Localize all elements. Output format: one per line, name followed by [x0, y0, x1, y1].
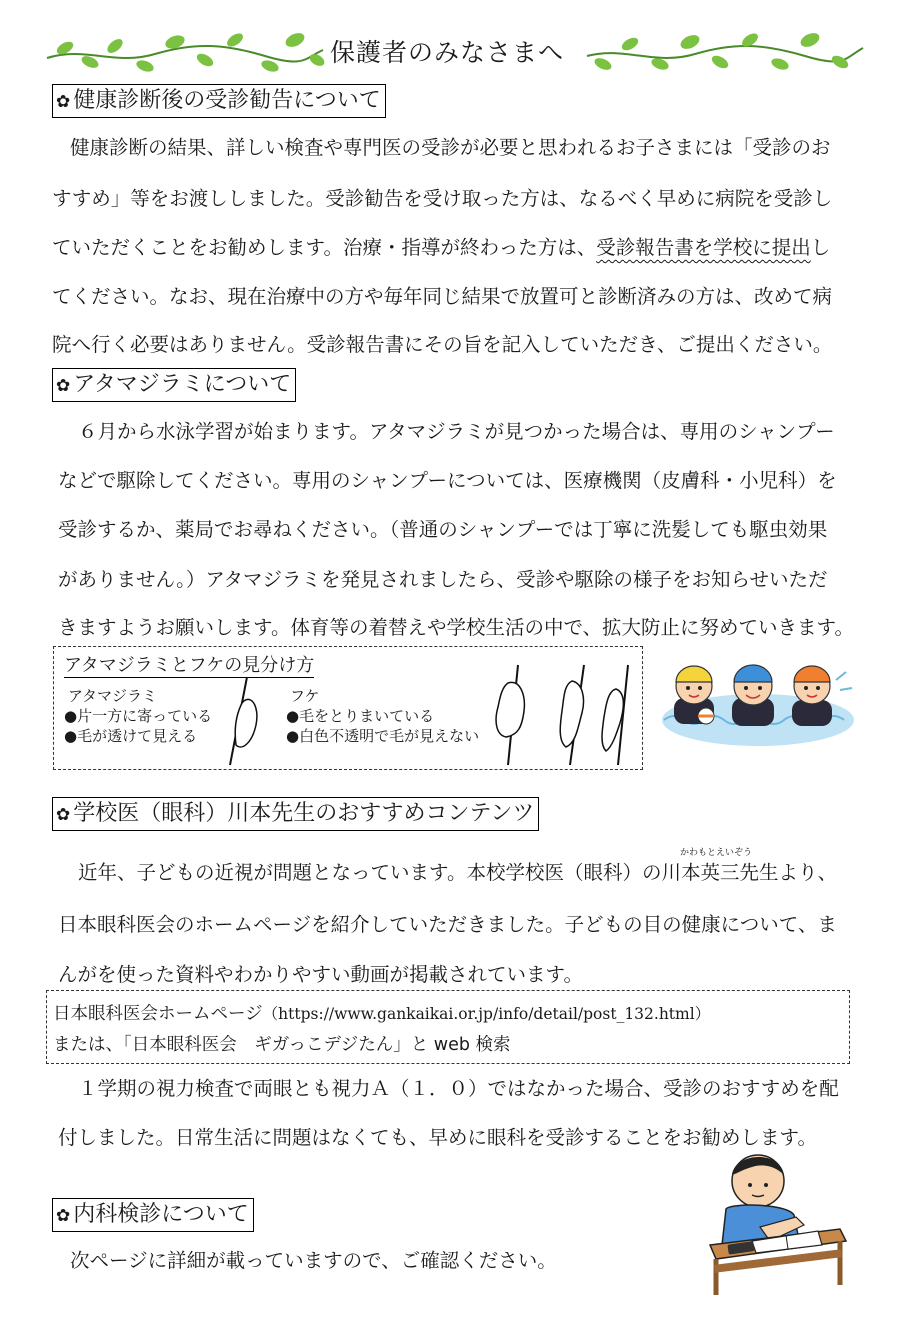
section-heading-eye [52, 797, 539, 831]
text-line: 付しました。日常生活に問題はなくても、早めに眼科を受診することをお勧めします。 [58, 1126, 817, 1149]
text-line: 近年、子どもの近視が問題となっています。本校学校医（眼科）の川本英三先生より、 [78, 861, 837, 884]
dandruff-label: フケ [290, 687, 320, 705]
text-span: し [810, 236, 831, 259]
text-span: ていただくことをお勧めします。治療・指導が終わった方は、 [52, 236, 597, 259]
text-line: ６月から水泳学習が始まります。アタマジラミが見つかった場合は、専用のシャンプー [78, 420, 835, 443]
lice-point: ●毛が透けて見える [64, 727, 198, 745]
vine-left-decoration [45, 26, 325, 76]
text-line: 次ページに詳細が載っていますので、ご確認ください。 [70, 1249, 557, 1272]
flower-icon: ✿ [56, 1206, 71, 1226]
text-line: すすめ」等をお渡ししました。受診勧告を受け取った方は、なるべく早めに病院を受診し [52, 187, 833, 210]
section-heading-lice [52, 368, 296, 402]
heading-text: アタマジラミについて [73, 372, 292, 397]
lice-label: アタマジラミ [68, 687, 157, 705]
text-line: などで駆除してください。専用のシャンプーについては、医療機関（皮膚科・小児科）を [58, 469, 837, 492]
vine-right-decoration [585, 26, 865, 76]
dandruff-point: ●毛をとりまいている [286, 707, 435, 725]
heading-text: 内科検診について [73, 1202, 249, 1227]
link-line [53, 1000, 710, 1025]
text-line [52, 232, 830, 260]
section-heading-checkup [52, 84, 386, 118]
text-line: てください。なお、現在治療中の方や毎年同じ結果で放置可と診断済みの方は、改めて病 [52, 285, 833, 308]
text-line: がありません。）アタマジラミを発見されましたら、受診や駆除の様子をお知らせいただ [58, 568, 828, 591]
link-label: 日本眼科医会ホームページ [53, 1004, 263, 1024]
text-line: 受診するか、薬局でお尋ねください。（普通のシャンプーでは丁寧に洗髪しても駆虫効果 [58, 518, 828, 541]
lice-dandruff-box [53, 646, 643, 770]
dandruff-point: ●白色不透明で毛が見えない [286, 727, 480, 745]
text-line: 健康診断の結果、詳しい検査や専門医の受診が必要と思われるお子さまには「受診のお [70, 136, 831, 159]
search-line: または、「日本眼科医会 ギガっこデジたん」と web 検索 [53, 1035, 511, 1055]
text-line: 院へ行く必要はありません。受診報告書にその旨を記入していただき、ご提出ください。 [52, 333, 833, 356]
heading-text: 学校医（眼科）川本先生のおすすめコンテンツ [73, 801, 535, 826]
heading-text: 健康診断後の受診勧告について [73, 88, 381, 113]
text-line: んがを使った資料やわかりやすい動画が掲載されています。 [58, 963, 583, 986]
section-heading-internal [52, 1198, 254, 1232]
flower-icon: ✿ [56, 92, 71, 112]
text-line: １学期の視力検査で両眼とも視力Ａ（１．０）ではなかった場合、受診のおすすめを配 [78, 1077, 839, 1100]
lice-point: ●片一方に寄っている [64, 707, 213, 725]
flower-icon: ✿ [56, 805, 71, 825]
ruby-reading: かわもとえいぞう [680, 848, 753, 858]
text-line: きますようお願いします。体育等の着替えや学校生活の中で、拡大防止に努めていきます。 [58, 616, 854, 639]
text-line: 日本眼科医会のホームページを紹介していただきました。子どもの目の健康について、ま [58, 913, 837, 936]
link-box [46, 990, 850, 1064]
swimming-children-illustration [660, 650, 856, 750]
underlined-text: 受診報告書を学校に提出 [596, 236, 811, 259]
page-title: 保護者のみなさまへ [330, 38, 565, 67]
lice-on-hair-illustration [222, 675, 272, 767]
flower-icon: ✿ [56, 376, 71, 396]
dandruff-on-hair-illustration [486, 661, 636, 769]
box-title: アタマジラミとフケの見分け方 [64, 655, 315, 676]
studying-child-illustration [700, 1145, 850, 1300]
link-url[interactable]: （https://www.gankaikai.or.jp/info/detail/post_132.html） [262, 1005, 711, 1023]
